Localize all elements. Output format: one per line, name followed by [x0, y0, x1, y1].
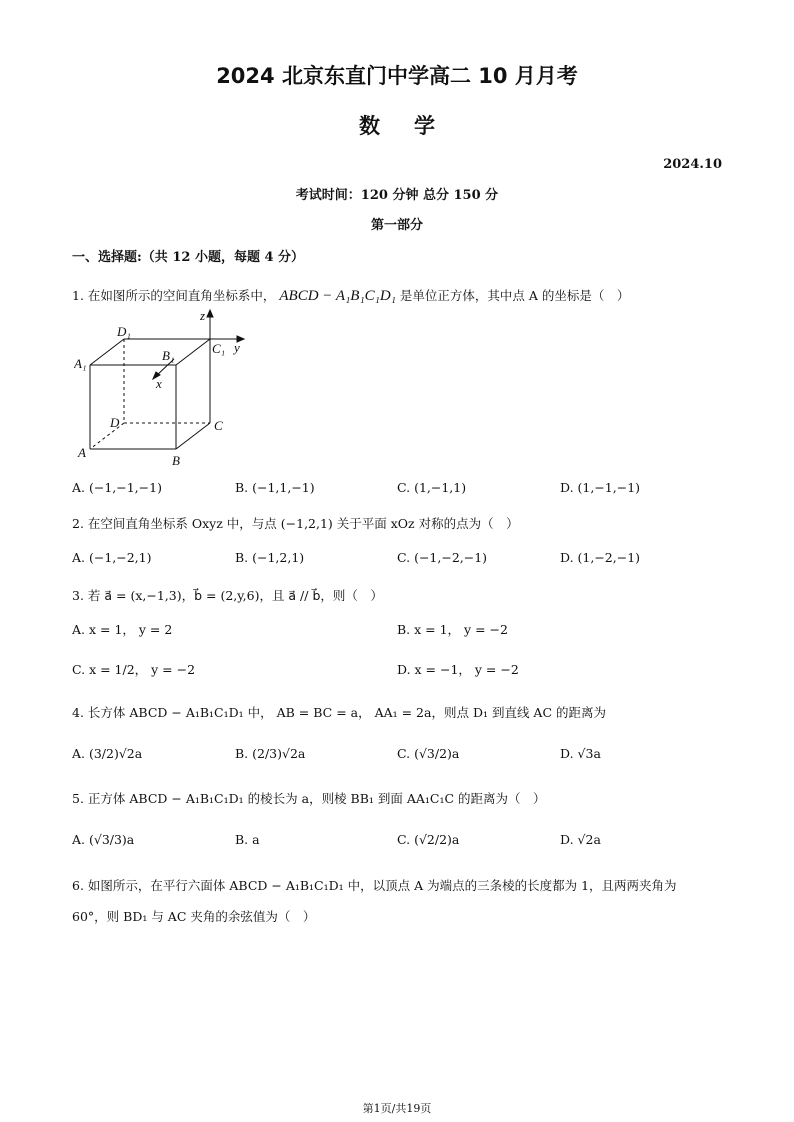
page-title: 2024 北京东直门中学高二 10 月月考: [216, 64, 578, 88]
question-2-option-a: A. (−1,−2,1): [72, 550, 152, 565]
question-5-option-b: B. a: [235, 832, 260, 847]
question-1-option-d: D. (1,−1,−1): [560, 480, 641, 495]
subject-heading: 数学: [359, 114, 469, 138]
question-3-option-b: B. x = 1， y = −2: [397, 622, 508, 637]
question-1-stem: [72, 286, 629, 305]
question-6-stem-line2: 60°，则 BD₁ 与 AC 夹角的余弦值为（ ）: [72, 909, 316, 924]
cube-figure: [74, 308, 254, 468]
question-4-stem: 4. 长方体 ABCD − A₁B₁C₁D₁ 中， AB = BC = a， AA₁ = 2a，则点 D₁ 到直线 AC 的距离为: [72, 705, 606, 720]
exam-date: 2024.10: [663, 157, 722, 172]
label-z: z: [200, 308, 206, 323]
question-4-option-d: D. √3a: [560, 746, 601, 761]
question-2-option-b: B. (−1,2,1): [235, 550, 305, 565]
question-4-option-c: C. (√3/2)a: [397, 746, 460, 761]
question-3-stem: 3. 若 a⃗ = (x,−1,3)，b⃗ = (2,y,6)，且 a⃗ // b⃗，则（ ）: [72, 588, 383, 603]
question-1-stem-a: 1. 在如图所示的空间直角坐标系中，: [72, 288, 276, 303]
question-5-stem: 5. 正方体 ABCD − A₁B₁C₁D₁ 的棱长为 a，则棱 BB₁ 到面 AA₁C₁C 的距离为（ ）: [72, 791, 546, 806]
question-4-option-b: B. (2/3)√2a: [235, 746, 306, 761]
question-5-option-d: D. √2a: [560, 832, 601, 847]
question-6-stem-line1: 6. 如图所示，在平行六面体 ABCD − A₁B₁C₁D₁ 中，以顶点 A 为端点的三条棱的长度都为 1，且两两夹角为: [72, 878, 677, 893]
label-x: x: [156, 376, 162, 391]
exam-info: 考试时间：120 分钟 总分 150 分: [295, 188, 499, 203]
question-1-option-b: B. (−1,1,−1): [235, 480, 315, 495]
question-3-option-d: D. x = −1， y = −2: [397, 662, 519, 677]
label-C: C: [214, 418, 223, 433]
question-2-option-c: C. (−1,−2,−1): [397, 550, 488, 565]
label-A: A: [78, 445, 86, 460]
page-footer: 第1页/共19页: [362, 1102, 432, 1115]
question-3-option-a: A. x = 1， y = 2: [72, 622, 173, 637]
question-1-stem-b: 是单位正方体，其中点 A 的坐标是（ ）: [399, 288, 630, 303]
question-4-option-a: A. (3/2)√2a: [72, 746, 143, 761]
part-heading: 第一部分: [370, 218, 423, 233]
question-2-option-d: D. (1,−2,−1): [560, 550, 641, 565]
label-A1: A₁: [74, 356, 87, 371]
label-y: y: [234, 340, 240, 355]
label-C1: C₁: [212, 341, 226, 356]
label-D: D: [110, 415, 120, 430]
question-5-option-a: A. (√3/3)a: [72, 832, 135, 847]
label-B: B: [172, 453, 180, 468]
question-1-option-c: C. (1,−1,1): [397, 480, 467, 495]
question-2-stem: 2. 在空间直角坐标系 Oxyz 中，与点 (−1,2,1) 关于平面 xOz 对称的点为（ ）: [72, 516, 519, 531]
question-1-option-a: A. (−1,−1,−1): [72, 480, 162, 495]
section-heading: 一、选择题:（共 12 小题，每题 4 分）: [72, 250, 305, 265]
question-3-option-c: C. x = 1/2， y = −2: [72, 662, 196, 677]
question-1-stem-math: ABCD − A₁B₁C₁D₁: [279, 288, 396, 304]
label-D1: D₁: [117, 324, 131, 339]
question-5-option-c: C. (√2/2)a: [397, 832, 460, 847]
label-B1: B₁: [162, 348, 175, 363]
